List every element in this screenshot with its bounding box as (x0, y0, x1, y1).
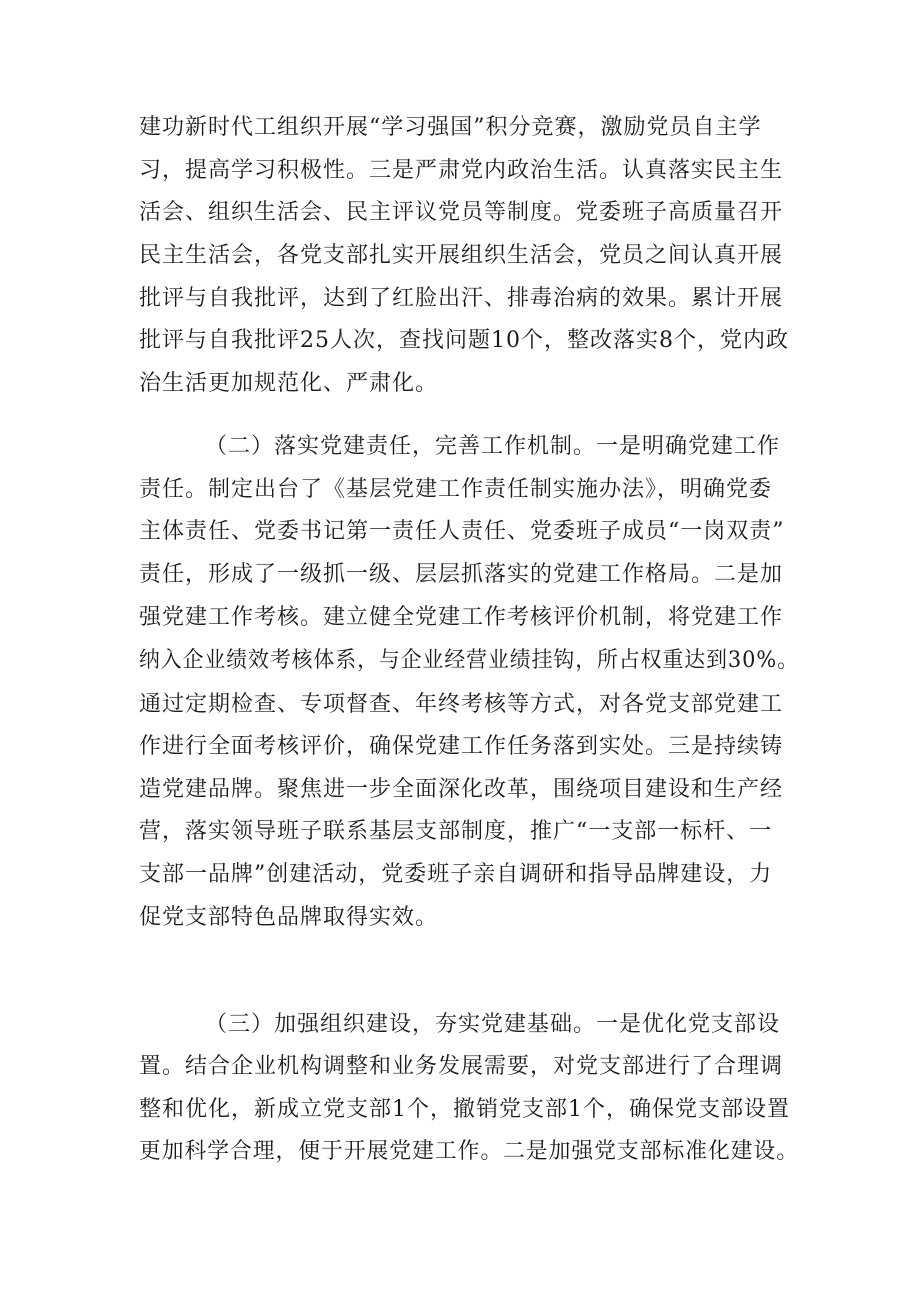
paragraph-3-line-4: 更加科学合理，便于开展党建工作。二是加强党支部标准化建设。 (139, 1139, 800, 1164)
paragraph-1-line-4: 民主生活会，各党支部扎实开展组织生活会，党员之间认真开展 (139, 243, 784, 268)
paragraph-2-line-5: 强党建工作考核。建立健全党建工作考核评价机制，将党建工作 (139, 605, 784, 630)
paragraph-2-line-10: 营，落实领导班子联系基层支部制度，推广“一支部一标杆、一 (139, 819, 773, 844)
paragraph-2-line-7: 通过定期检查、专项督查、年终考核等方式，对各党支部党建工 (139, 692, 784, 717)
paragraph-1-line-5: 批评与自我批评，达到了红脸出汗、排毒治病的效果。累计开展 (139, 286, 784, 311)
paragraph-3-line-2: 置。结合企业机构调整和业务发展需要，对党支部进行了合理调 (139, 1054, 784, 1079)
paragraph-1-line-1: 建功新时代工组织开展“学习强国”积分竞赛，激励党员自主学 (139, 115, 762, 140)
paragraph-2-line-12: 促党支部特色品牌取得实效。 (139, 905, 439, 930)
paragraph-2-line-11: 支部一品牌”创建活动，党委班子亲自调研和指导品牌建设，力 (139, 862, 773, 887)
paragraph-3-line-3: 整和优化，新成立党支部1个，撤销党支部1个，确保党支部设置 (139, 1097, 790, 1122)
paragraph-1-line-6: 批评与自我批评25人次，查找问题10个，整改落实8个，党内政 (139, 328, 789, 353)
paragraph-2-line-6: 纳入企业绩效考核体系，与企业经营业绩挂钩，所占权重达到30%。 (139, 648, 799, 673)
paragraph-2-line-8: 作进行全面考核评价，确保党建工作任务落到实处。三是持续铸 (139, 734, 784, 759)
paragraph-2-line-1: （二）落实党建责任，完善工作机制。一是明确党建工作 (205, 434, 781, 459)
paragraph-1-line-7: 治生活更加规范化、严肃化。 (139, 371, 439, 396)
paragraph-2-line-2: 责任。制定出台了《基层党建工作责任制实施办法》，明确党委 (139, 477, 773, 502)
paragraph-2-line-4: 责任，形成了一级抓一级、层层抓落实的党建工作格局。二是加 (139, 562, 784, 587)
paragraph-3-line-1: （三）加强组织建设，夯实党建基础。一是优化党支部设 (205, 1012, 781, 1037)
paragraph-1-line-2: 习，提高学习积极性。三是严肃党内政治生活。认真落实民主生 (139, 158, 784, 183)
paragraph-1-line-3: 活会、组织生活会、民主评议党员等制度。党委班子高质量召开 (139, 200, 784, 225)
paragraph-2-line-9: 造党建品牌。聚焦进一步全面深化改革，围绕项目建设和生产经 (139, 777, 784, 802)
paragraph-2-line-3: 主体责任、党委书记第一责任人责任、党委班子成员“一岗双责” (139, 519, 785, 544)
